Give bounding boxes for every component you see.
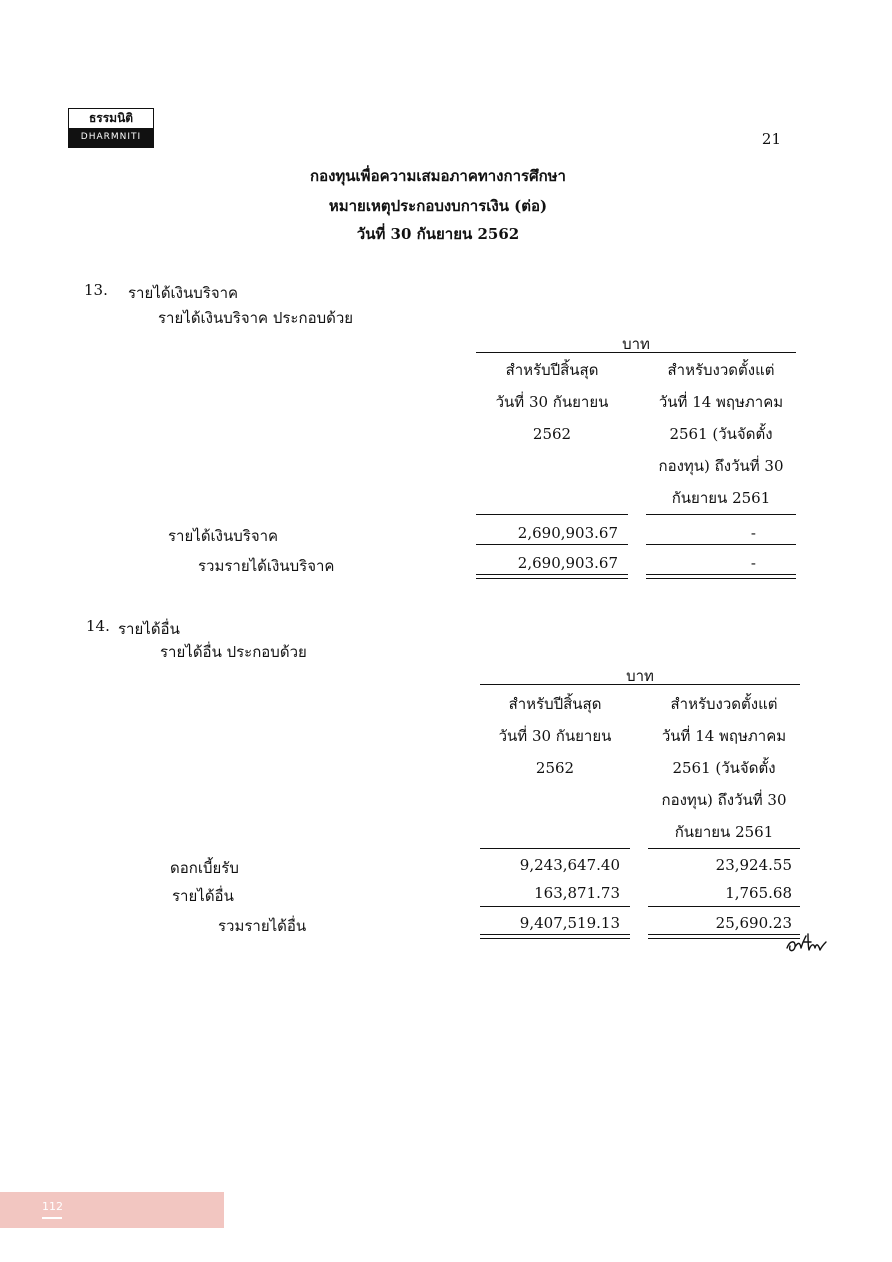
section13-col2-header — [646, 354, 796, 514]
section13-row-value-2561: - — [750, 524, 756, 542]
section14-col2-header — [648, 688, 800, 848]
section13-subtotal-rule-1 — [476, 544, 628, 545]
col1-line: 2562 — [532, 425, 572, 443]
footer-page-number: 112 — [42, 1200, 63, 1213]
col2-line: 2561 (วันจัดตั้ง — [672, 759, 776, 777]
section14-col1-header — [480, 688, 630, 784]
page-number: 21 — [761, 130, 781, 148]
section14-total-double-rule-2 — [648, 934, 800, 939]
col2-line: วันที่ 14 พฤษภาคม — [658, 393, 784, 411]
col1-line: วันที่ 30 กันยายน — [495, 393, 609, 411]
section14-col2-rule — [648, 848, 800, 849]
section14-total-2561: 25,690.23 — [715, 914, 792, 932]
handwritten-signature-icon — [784, 930, 828, 956]
section13-row-value-2562: 2,690,903.67 — [517, 524, 618, 542]
section13-number: 13. — [84, 281, 108, 299]
section14-number: 14. — [86, 617, 110, 635]
section14-total-2562: 9,407,519.13 — [519, 914, 620, 932]
section14-interest-2561: 23,924.55 — [715, 856, 792, 874]
section14-subtitle: รายได้อื่น ประกอบด้วย — [160, 643, 307, 661]
section14-row-label-interest: ดอกเบี้ยรับ — [170, 859, 239, 877]
logo-thai-text: ธรรมนิติ — [69, 109, 153, 128]
col2-line: สำหรับงวดตั้งแต่ — [667, 361, 775, 379]
section13-subtotal-rule-2 — [646, 544, 796, 545]
col2-line: วันที่ 14 พฤษภาคม — [661, 727, 787, 745]
section13-col1-header — [476, 354, 628, 450]
col2-line: กันยายน 2561 — [674, 823, 774, 841]
section13-col2-rule — [646, 514, 796, 515]
footer-bar — [0, 1192, 224, 1228]
section13-total-double-rule-1 — [476, 574, 628, 579]
section13-total-2562: 2,690,903.67 — [517, 554, 618, 572]
section13-row-label: รายได้เงินบริจาค — [168, 527, 279, 545]
section14-unit-rule — [480, 684, 800, 685]
header-line-3: วันที่ 30 กันยายน 2562 — [356, 225, 520, 243]
section13-subtitle: รายได้เงินบริจาค ประกอบด้วย — [158, 309, 354, 327]
section13-title: รายได้เงินบริจาค — [128, 284, 239, 302]
dharmniti-logo — [68, 108, 154, 148]
col1-line: สำหรับปีสิ้นสุด — [508, 695, 602, 713]
section14-other-2562: 163,871.73 — [534, 884, 620, 902]
section14-col1-rule — [480, 848, 630, 849]
col2-line: สำหรับงวดตั้งแต่ — [670, 695, 778, 713]
section13-unit: บาท — [622, 335, 650, 353]
section14-title: รายได้อื่น — [118, 620, 180, 638]
section14-total-label: รวมรายได้อื่น — [218, 917, 307, 935]
footer-underline — [42, 1217, 62, 1219]
section13-unit-rule — [476, 352, 796, 353]
section14-other-2561: 1,765.68 — [725, 884, 792, 902]
section13-total-label: รวมรายได้เงินบริจาค — [198, 557, 335, 575]
section14-row-label-other: รายได้อื่น — [172, 887, 234, 905]
col2-line: กองทุน) ถึงวันที่ 30 — [658, 457, 784, 475]
section13-total-double-rule-2 — [646, 574, 796, 579]
section14-unit: บาท — [626, 667, 654, 685]
header-line-2: หมายเหตุประกอบงบการเงิน (ต่อ) — [328, 197, 548, 215]
col2-line: 2561 (วันจัดตั้ง — [669, 425, 773, 443]
header-line-1: กองทุนเพื่อความเสมอภาคทางการศึกษา — [310, 167, 566, 185]
section13-col1-rule — [476, 514, 628, 515]
section14-subtotal-rule-1 — [480, 906, 630, 907]
col2-line: กันยายน 2561 — [671, 489, 771, 507]
col1-line: วันที่ 30 กันยายน — [498, 727, 612, 745]
col2-line: กองทุน) ถึงวันที่ 30 — [661, 791, 787, 809]
section13-total-2561: - — [750, 554, 756, 572]
section14-total-double-rule-1 — [480, 934, 630, 939]
logo-latin-text: DHARMNITI — [69, 128, 153, 147]
col1-line: 2562 — [535, 759, 575, 777]
section14-interest-2562: 9,243,647.40 — [519, 856, 620, 874]
section14-subtotal-rule-2 — [648, 906, 800, 907]
col1-line: สำหรับปีสิ้นสุด — [505, 361, 599, 379]
